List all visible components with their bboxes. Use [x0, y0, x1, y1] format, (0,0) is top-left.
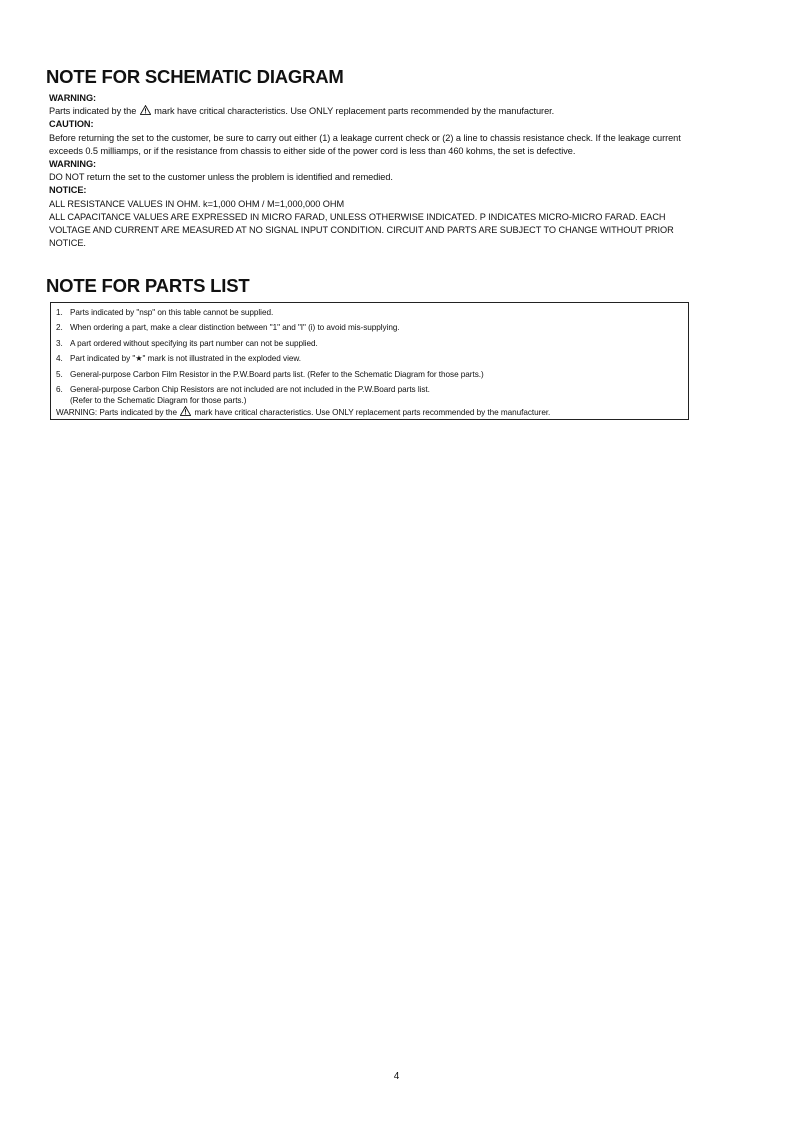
- list-item-number: 3.: [56, 338, 63, 348]
- warning-triangle-icon: [180, 406, 191, 416]
- list-item: [56, 307, 683, 318]
- notice-label: NOTICE:: [49, 185, 87, 196]
- warning-label: WARNING:: [49, 93, 97, 103]
- list-item-text-before: Part indicated by ": [70, 354, 136, 364]
- list-item-number: 1.: [56, 308, 63, 317]
- parts-warning-after: mark have critical characteristics. Use ONLY replacement parts recommended by the manufacturer.: [194, 408, 551, 418]
- list-item: [56, 338, 683, 349]
- list-item-text-line1: General-purpose Carbon Chip Resistors are not included are not included in the P.W.Board parts list.: [70, 384, 430, 394]
- warning-text-after: mark have critical characteristics. Use ONLY replacement parts recommended by the manufacturer.: [154, 106, 555, 117]
- list-item-number: 5.: [56, 369, 63, 379]
- list-item-text: [70, 384, 683, 406]
- list-item-text: General-purpose Carbon Film Resistor in the P.W.Board parts list. (Refer to the Schematic Diagram for those parts.): [70, 369, 484, 379]
- parts-list-notes-box: [50, 302, 689, 420]
- star-icon: ★: [135, 354, 143, 364]
- notice-resistance: ALL RESISTANCE VALUES IN OHM. k=1,000 OHM / M=1,000,000 OHM: [49, 198, 345, 209]
- list-item-text-after: " mark is not illustrated in the exploded view.: [142, 354, 301, 364]
- schematic-notes: [49, 92, 709, 250]
- caution-text: Before returning the set to the customer, be sure to carry out either (1) a leakage current check or (2) a line to chassis resistance check. If the leakage current exceeds 0.5 milliamps, or if the resistance from chassis to either side of the power cord is less than 460 kohms, the set is defective.: [49, 132, 681, 156]
- warning-triangle-icon: [140, 105, 151, 115]
- schematic-notes-title: NOTE FOR SCHEMATIC DIAGRAM: [46, 66, 344, 87]
- list-item-text: [70, 353, 683, 364]
- warning2-text: DO NOT return the set to the customer unless the problem is identified and remedied.: [49, 172, 393, 183]
- list-item-text-line2: (Refer to the Schematic Diagram for those parts.): [70, 396, 247, 406]
- page-number: 4: [393, 1071, 400, 1082]
- parts-notes-list: [56, 307, 683, 406]
- parts-warning-before: WARNING: Parts indicated by the: [56, 408, 178, 418]
- list-item-text: Parts indicated by "nsp" on this table cannot be supplied.: [70, 308, 274, 317]
- list-item: [56, 369, 683, 380]
- caution-label: CAUTION:: [49, 119, 94, 130]
- warning-text: [49, 105, 709, 118]
- list-item-text: When ordering a part, make a clear distinction between "1" and "I" (i) to avoid mis-supplying.: [70, 323, 400, 333]
- list-item-number: 6.: [56, 384, 63, 394]
- parts-list-title: NOTE FOR PARTS LIST: [46, 275, 250, 296]
- list-item: [56, 384, 683, 406]
- list-item-number: 4.: [56, 354, 63, 364]
- notice-capacitance: ALL CAPACITANCE VALUES ARE EXPRESSED IN MICRO FARAD, UNLESS OTHERWISE INDICATED. P INDICATES MICRO-MICRO FARAD. EACH VOLTAGE AND CURRENT ARE MEASURED AT NO SIGNAL INPUT CONDITION. CIRCUIT AND PARTS ARE SUBJECT TO CHANGE WITHOUT PRIOR NOTICE.: [49, 211, 674, 249]
- list-item: [56, 353, 683, 364]
- list-item: [56, 322, 683, 333]
- parts-warning-text: [56, 406, 683, 418]
- list-item-text: A part ordered without specifying its part number can not be supplied.: [70, 338, 318, 348]
- warning2-label: WARNING:: [49, 159, 97, 170]
- list-item-number: 2.: [56, 323, 63, 333]
- warning-text-before: Parts indicated by the: [49, 106, 137, 117]
